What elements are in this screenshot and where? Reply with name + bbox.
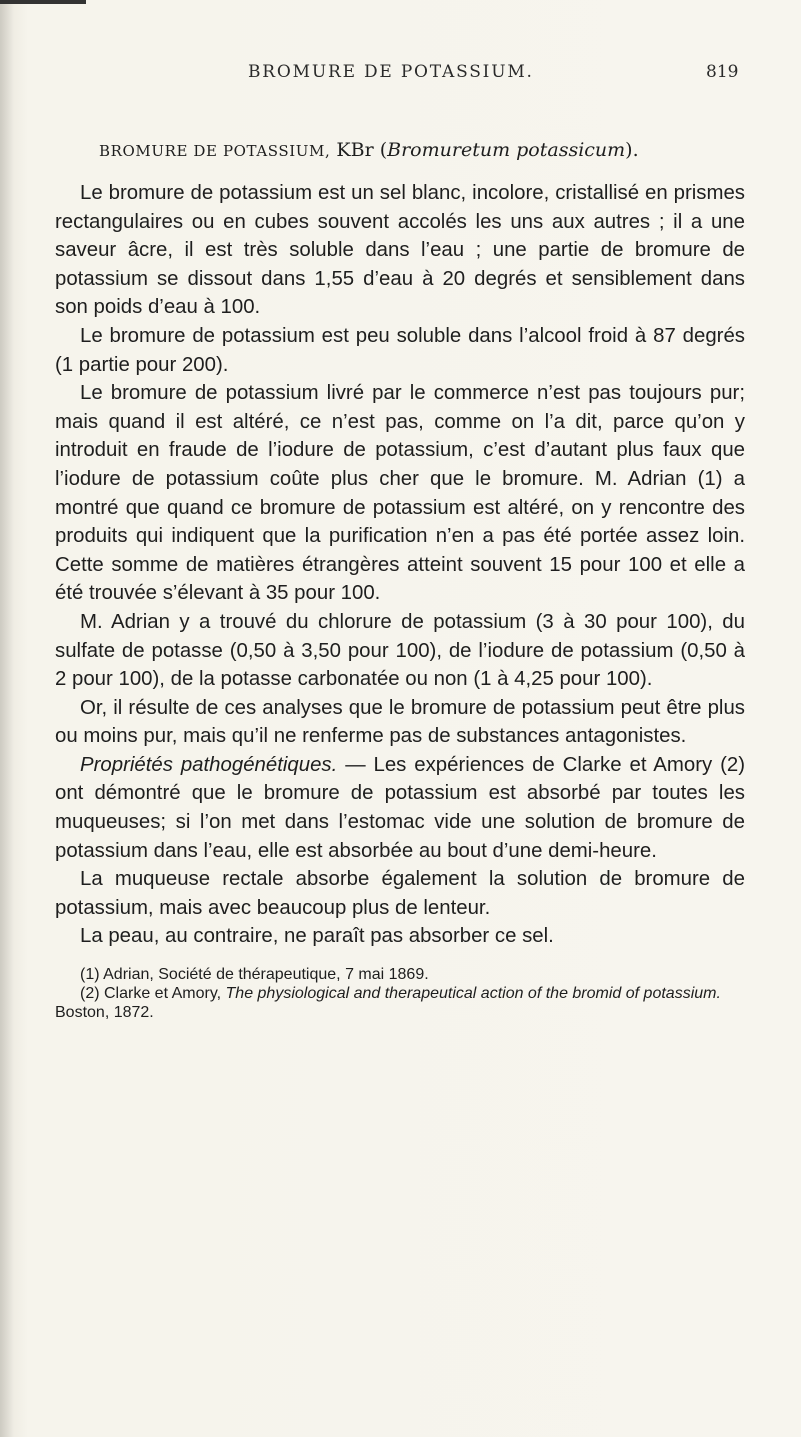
section-heading: Propriétés pathogénétiques. (80, 753, 338, 776)
footnote-2-title: The physiological and therapeutical action of the bromid of potassium. (225, 985, 721, 1003)
title-paren-open: ( (379, 139, 388, 161)
paragraph-adrian-analysis: M. Adrian y a trouvé du chlorure de potassium (3 à 30 pour 100), du sulfate de potasse (0,50 à 3,50 pour 100), de l’iodure de potassium (0,50 à 2 pour 100), de la potasse carbonatée ou non (1 à 4,25 pour 100). (55, 610, 745, 691)
page-content (55, 137, 745, 1022)
paragraph-rectal-absorption: La muqueuse rectale absorbe également la solution de bromure de potassium, mais avec beaucoup plus de lenteur. (55, 868, 745, 919)
paragraph-commercial-purity: Le bromure de potassium livré par le commerce n’est pas toujours pur; mais quand il est altéré, ce n’est pas, comme on l’a dit, parce qu’on y introduit en fraude de l’iodure de potassium, c’est d’autant plus faux que l’iodure de potassium coûte plus cher que le bromure. M. Adrian (1) a montré que quand ce bromure de potassium est altéré, on y rencontre des produits qui indiquent que la purification n’en a pas été portée assez loin. Cette somme de matières étrangères atteint souvent 15 pour 100 et elle a été trouvée s’élevant à 35 pour 100. (55, 382, 745, 605)
title-formula: KBr (336, 139, 374, 161)
page-number: 819 (706, 62, 739, 82)
page-edge-shadow (0, 0, 14, 1437)
paragraph-skin-absorption: La peau, au contraire, ne paraît pas absorber ce sel. (80, 925, 554, 948)
footnotes (55, 965, 745, 1022)
footnote-2 (55, 984, 745, 1022)
running-header (0, 62, 801, 92)
paragraph-conclusion: Or, il résulte de ces analyses que le bromure de potassium peut être plus ou moins pur, mais qu’il ne renferme pas de substances antagonistes. (55, 696, 745, 748)
footnote-1: (1) Adrian, Société de thérapeutique, 7 mai 1869. (80, 966, 429, 984)
running-title: BROMURE DE POTASSIUM. (248, 62, 534, 82)
paragraph-alcohol-solubility: Le bromure de potassium est peu soluble dans l’alcool froid à 87 degrés (1 partie pour 200). (55, 324, 745, 376)
title-name: BROMURE DE POTASSIUM, (99, 142, 331, 160)
section-text: Les expériences de Clarke et Amory (2) ont démontré que le bromure de potassium est absorbé par toutes les muqueuses; si l’on met dans l’estomac vide une solution de bromure de potassium dans l’eau, elle est absorbée au bout d’une demi-heure. (55, 753, 745, 862)
top-edge-mark (0, 0, 86, 4)
paragraph-pathogenetic-properties (55, 751, 745, 865)
title-paren-close: ). (625, 139, 639, 161)
section-dash: — (337, 753, 374, 776)
title-latin-name: Bromuretum potassicum (387, 139, 626, 161)
footnote-2-tail: Boston, 1872. (55, 1004, 154, 1022)
paragraph-physical-description: Le bromure de potassium est un sel blanc, incolore, cristallisé en prismes rectangulaires ou en cubes souvent accolés les uns aux autres ; il a une saveur âcre, il est très soluble dans l’eau ; une partie de bromure de potassium se dissout dans 1,55 d’eau à 20 degrés et sensiblement dans son poids d’eau à 100. (55, 182, 745, 319)
footnote-2-lead: (2) Clarke et Amory, (80, 985, 226, 1003)
article-title (99, 137, 745, 164)
